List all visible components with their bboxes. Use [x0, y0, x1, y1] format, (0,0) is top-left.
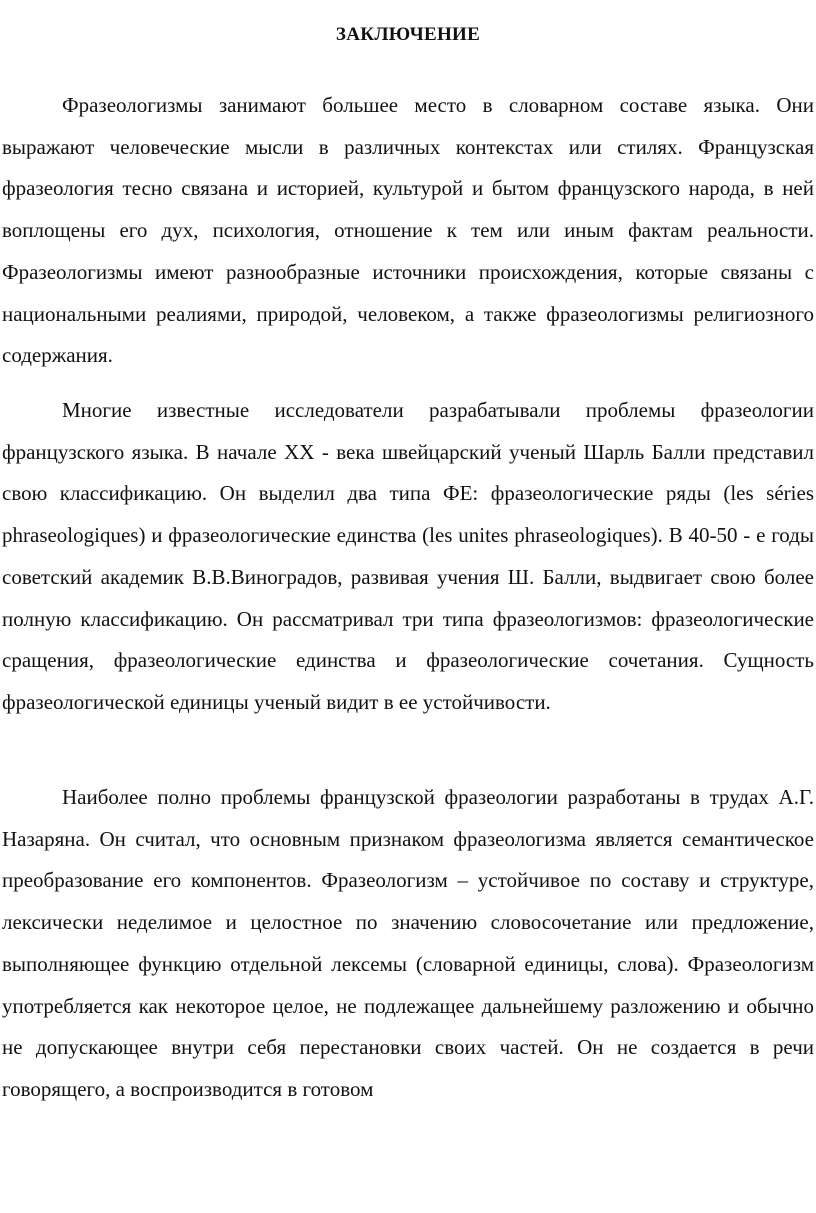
paragraph-1: Фразеологизмы занимают большее место в словарном составе языка. Они выражают человеческие мысли в различных контекстах или стилях. Французская фразеология тесно связана и историей, культурой и бытом французского народа, в ней воплощены его дух, психология, отношение к тем или иным фактам реальности. Фразеологизмы имеют разнообразные источники происхождения, которые связаны с национальными реалиями, природой, человеком, а также фразеологизмы религиозного содержания. — [2, 93, 814, 368]
document-title: ЗАКЛЮЧЕНИЕ — [335, 24, 481, 45]
paragraph-3: Наиболее полно проблемы французской фразеологии разработаны в трудах А.Г. Назаряна. Он считал, что основным признаком фразеологизма является семантическое преобразование его компонентов. Фразеологизм – устойчивое по составу и структуре, лексически неделимое и целостное по значению словосочетание или предложение, выполняющее функцию отдельной лексемы (словарной единицы, слова). Фразеологизм употребляется как некоторое целое, не подлежащее дальнейшему разложению и обычно не допускающее внутри себя перестановки своих частей. Он не создается в речи говорящего, а воспроизводится в готовом — [2, 785, 814, 1101]
paragraph-2: Многие известные исследователи разрабатывали проблемы фразеологии французского языка. В начале XX - века швейцарский ученый Шарль Балли представил свою классификацию. Он выделил два типа ФЕ: фразеологические ряды (les séries phraseologiques) и фразеологические единства (les unites phraseologiques). В 40-50 - е годы советский академик В.В.Виноградов, развивая учения Ш. Балли, выдвигает свою более полную классификацию. Он рассматривал три типа фразеологизмов: фразеологические сращения, фразеологические единства и фразеологические сочетания. Сущность фразеологической единицы ученый видит в ее устойчивости. — [2, 398, 814, 714]
